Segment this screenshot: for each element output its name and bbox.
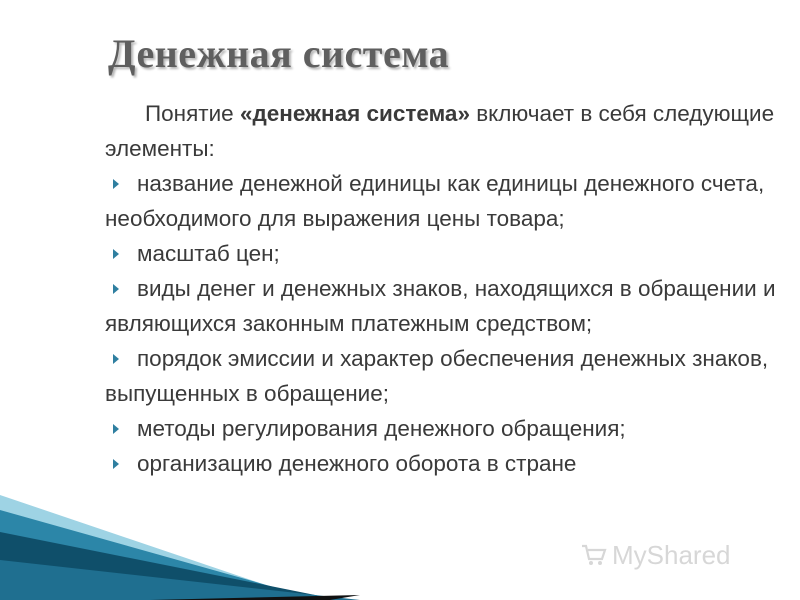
list-item [105, 341, 795, 411]
triangle-bullet-icon [113, 284, 119, 294]
intro-term: «денежная система» [239, 101, 470, 126]
list-item-text: виды денег и денежных знаков, находящихся в обращении и являющихся законным платежным средством; [105, 276, 776, 336]
intro-before: Понятие [145, 101, 240, 126]
list-item [105, 411, 795, 446]
cart-icon [580, 543, 608, 567]
watermark: MyShared [612, 540, 731, 570]
list-item [105, 236, 795, 271]
intro-after: включает в себя следующие элементы: [105, 101, 775, 161]
list-item-text: порядок эмиссии и характер обеспечения денежных знаков, выпущенных в обращение; [105, 346, 769, 406]
list-item-text: масштаб цен; [137, 241, 280, 266]
intro-paragraph [105, 96, 795, 166]
triangle-bullet-icon [113, 249, 119, 259]
triangle-bullet-icon [113, 179, 119, 189]
list-item-text: методы регулирования денежного обращения; [137, 416, 626, 441]
list-item-text: название денежной единицы как единицы денежного счета, необходимого для выражения цены товара; [105, 171, 765, 231]
triangle-bullet-icon [113, 424, 119, 434]
slide-title: Денежная система [108, 31, 450, 76]
list-item [105, 271, 795, 341]
triangle-bullet-icon [113, 459, 119, 469]
slide-body [105, 96, 795, 481]
decorative-wave [0, 470, 800, 600]
triangle-bullet-icon [113, 354, 119, 364]
list-item [105, 166, 795, 236]
list-item-text: организацию денежного оборота в стране [137, 451, 577, 476]
